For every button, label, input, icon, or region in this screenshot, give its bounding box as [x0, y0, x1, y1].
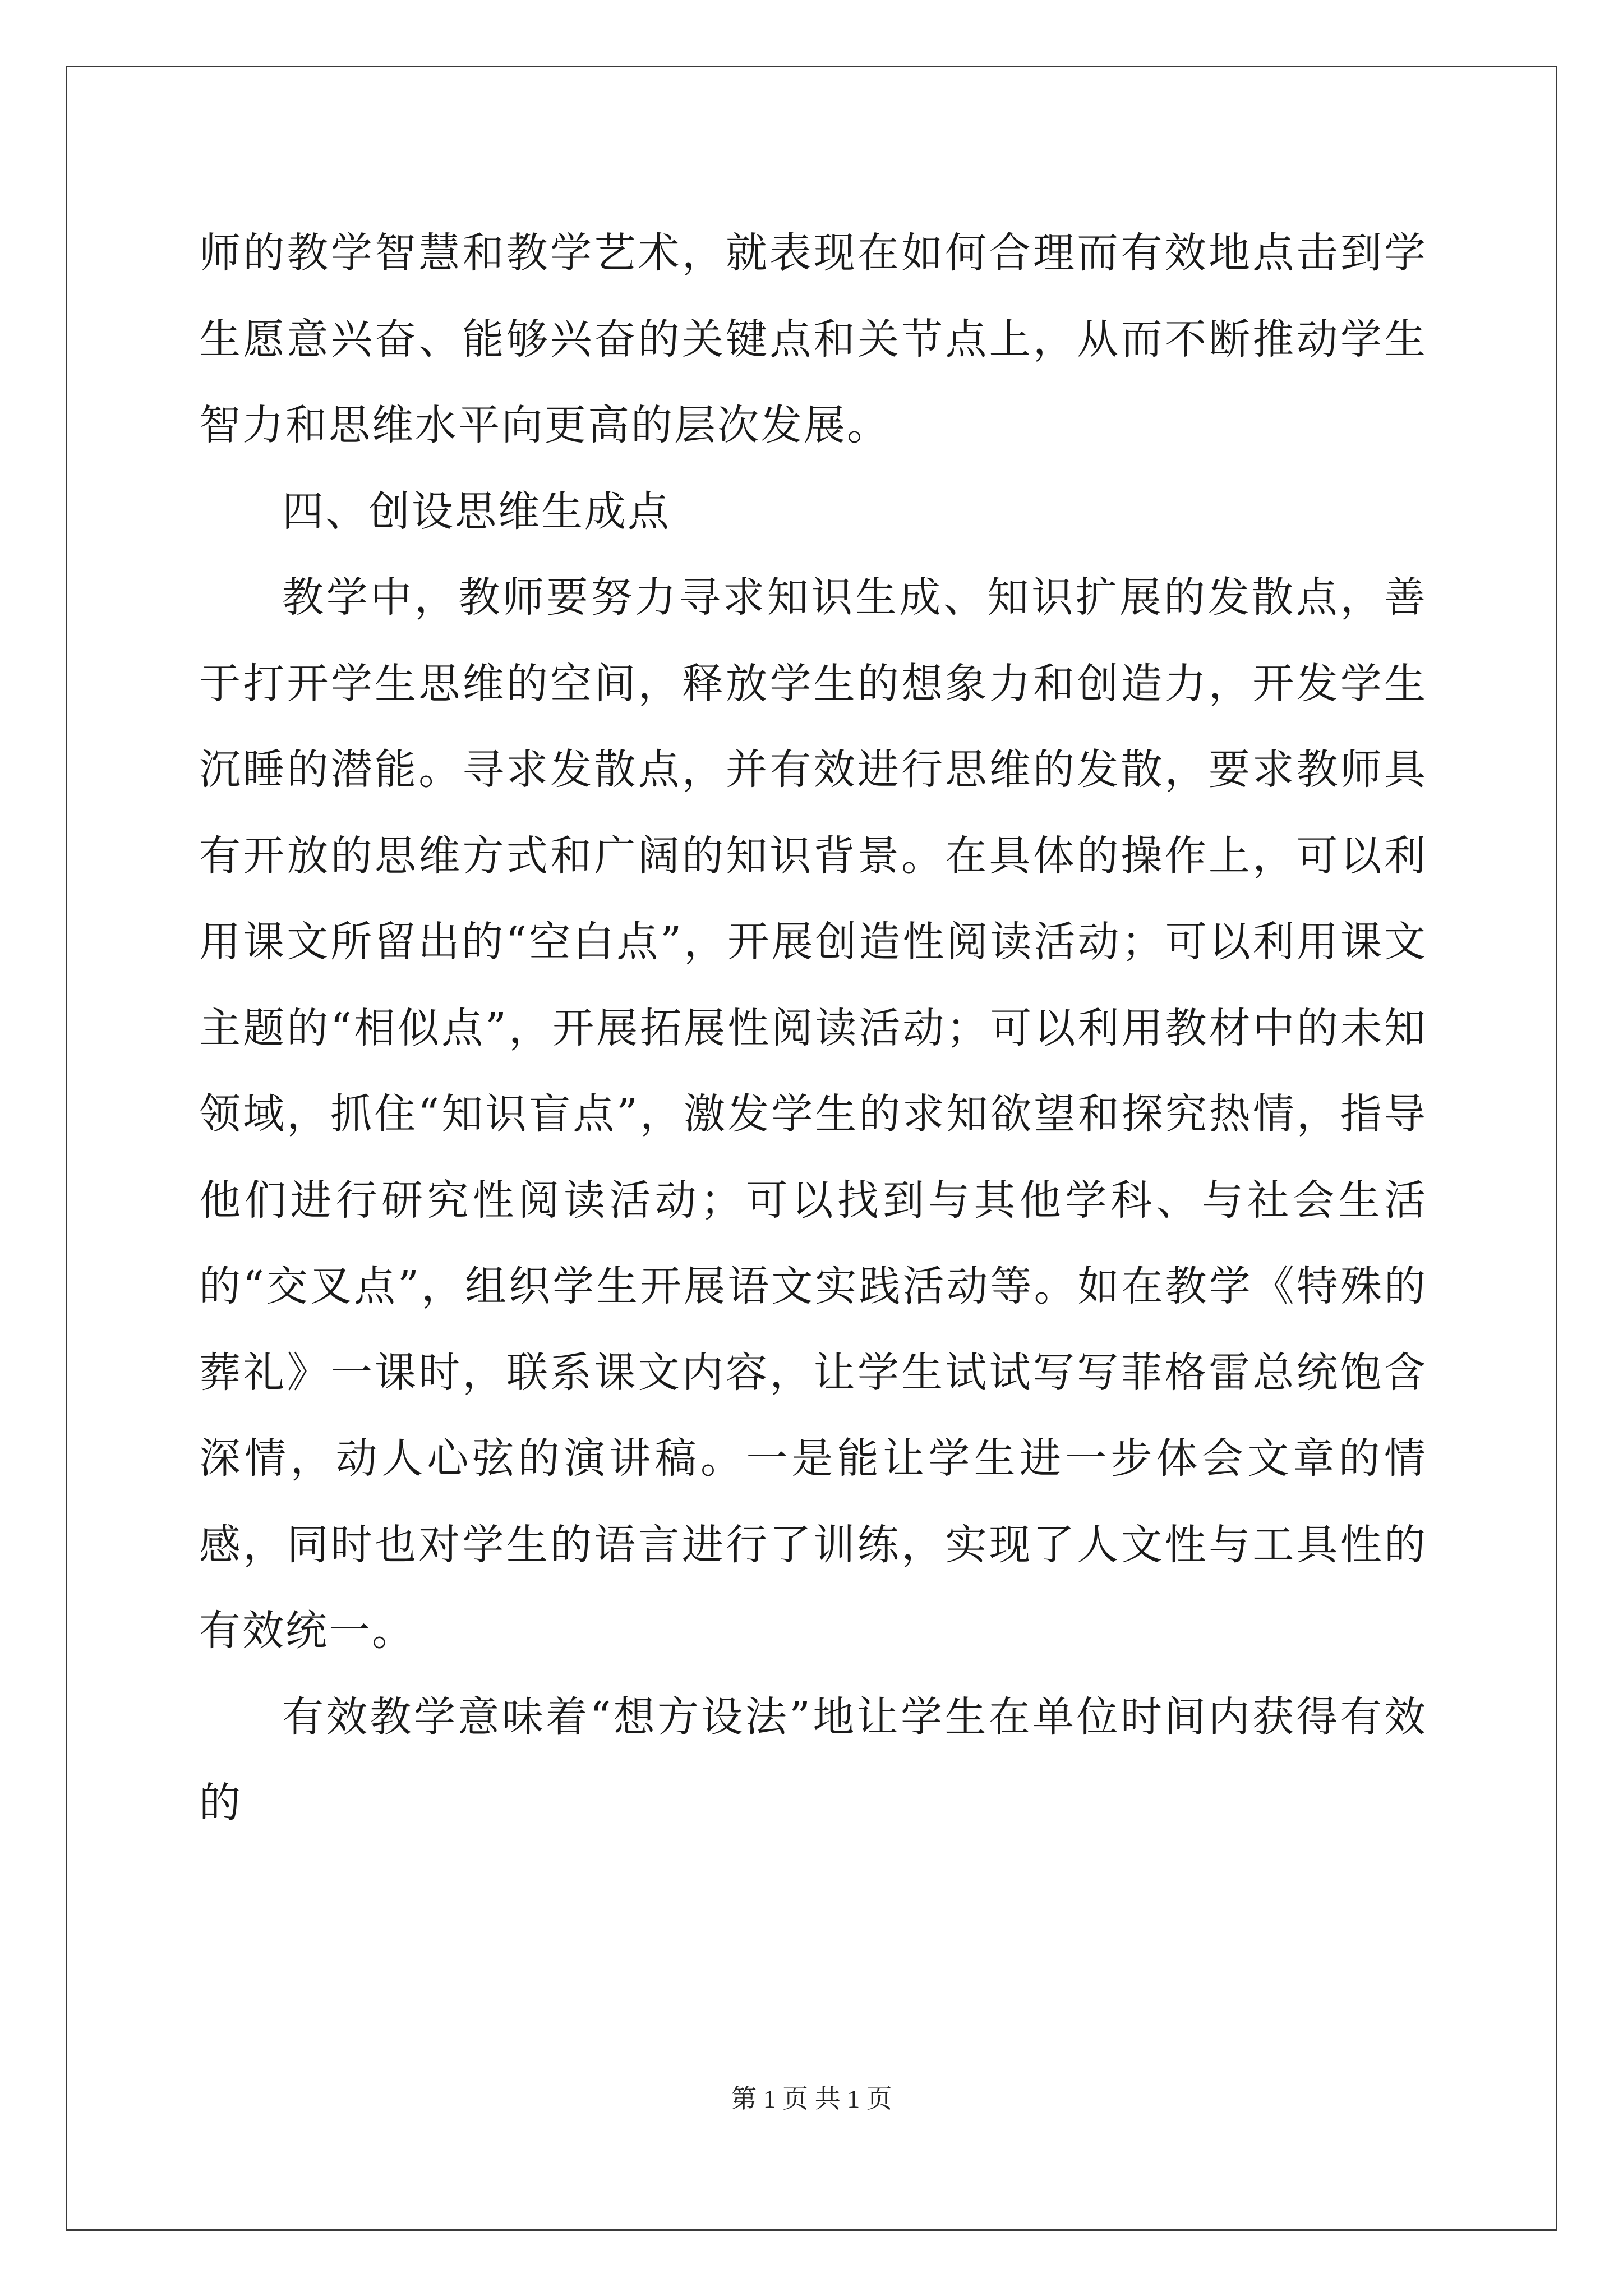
document-body — [199, 210, 1427, 1847]
paragraph-4: 有效教学意味着“想方设法”地让学生在单位时间内获得有效的 — [199, 1692, 1427, 1827]
paragraph-1: 师的教学智慧和教学艺术，就表现在如何合理而有效地点击到学生愿意兴奋、能够兴奋的关键点和关节点上，从而不断推动学生智力和思维水平向更高的层次发展。 — [199, 229, 1427, 449]
section-heading: 四、创设思维生成点 — [282, 487, 671, 536]
paragraph-3: 教学中，教师要努力寻求知识生成、知识扩展的发散点，善于打开学生思维的空间，释放学生的想象力和创造力，开发学生沉睡的潜能。寻求发散点，并有效进行思维的发散，要求教师具有开放的思维方式和广阔的知识背景。在具体的操作上，可以利用课文所留出的“空白点”，开展创造性阅读活动；可以利用课文主题的“相似点”，开展拓展性阅读活动；可以利用教材中的未知领域，抓住“知识盲点”，激发学生的求知欲望和探究热情，指导他们进行研究性阅读活动；可以找到与其他学科、与社会生活的“交叉点”，组织学生开展语文实践活动等。如在教学《特殊的葬礼》一课时，联系课文内容，让学生试试写写菲格雷总统饱含深情，动人心弦的演讲稿。一是能让学生进一步体会文章的情感，同时也对学生的语言进行了训练，实现了人文性与工具性的有效统一。 — [199, 573, 1427, 1655]
page-footer: 第 1 页 共 1 页 — [731, 2085, 892, 2113]
